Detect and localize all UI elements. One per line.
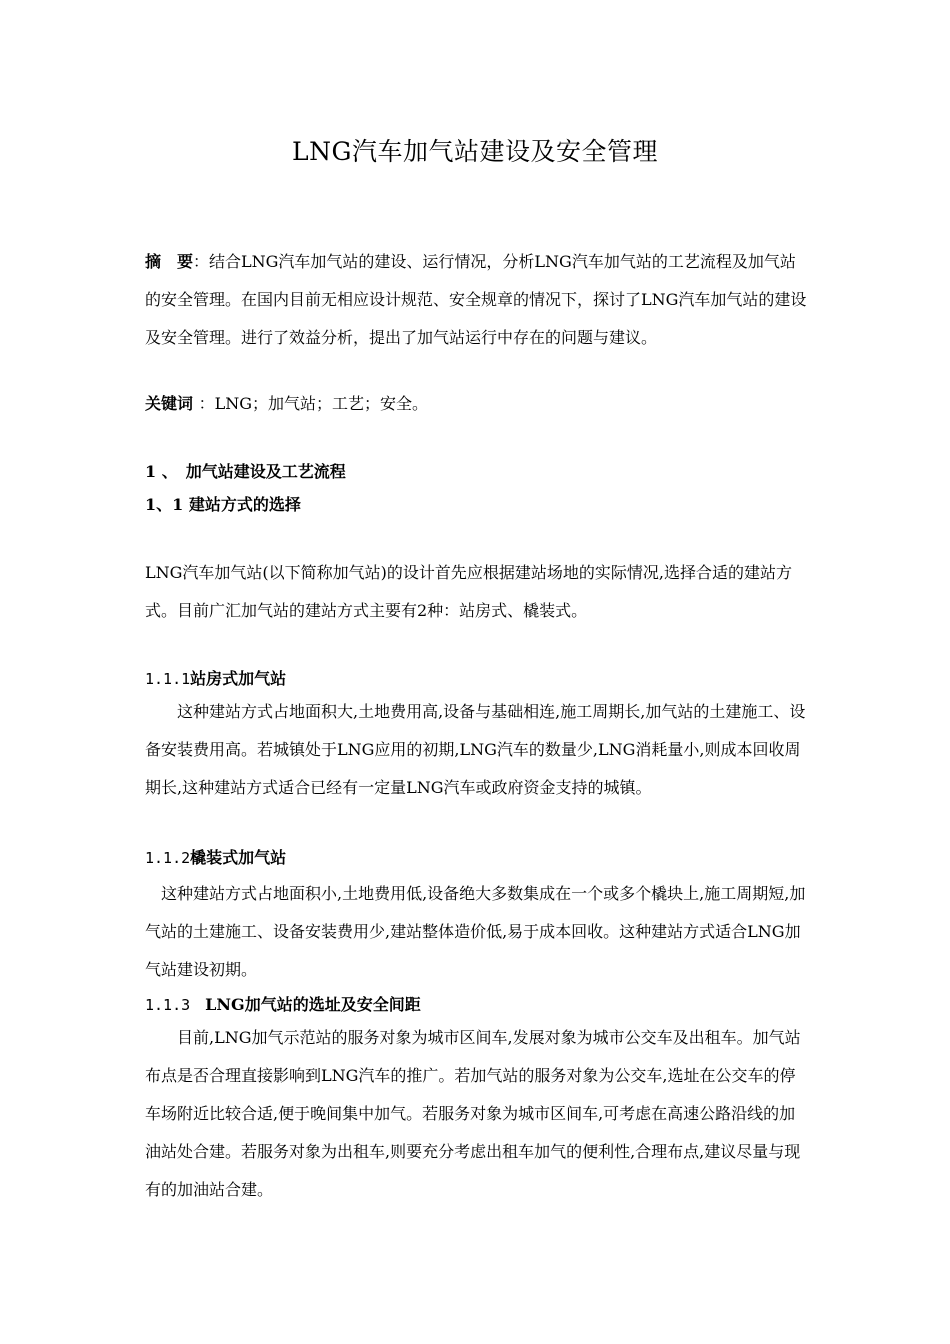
section-1-1-2-heading [145,846,286,870]
abstract-text: ：结合LNG汽车加气站的建设、运行情况，分析LNG汽车加气站的工艺流程及加气站的安全管理。在国内目前无相应设计规范、安全规章的情况下，探讨了LNG汽车加气站的建设及安全管理。进行了效益分析，提出了加气站运行中存在的问题与建议。 [145,252,807,347]
section-1-1-2-title: 橇装式加气站 [190,848,287,867]
section-1-1-1-heading [145,667,286,691]
keywords-text: ：LNG；加气站；工艺；安全。 [198,394,428,413]
section-1-1-3-heading [145,993,421,1017]
section-1-heading: 1 、 加气站建设及工艺流程 [145,462,346,481]
section-1-1-3-title: LNG加气站的选址及安全间距 [205,995,421,1014]
section-1-1-3-paragraph: 目前,LNG加气示范站的服务对象为城市区间车,发展对象为城市公交车及出租车。加气站布点是否合理直接影响到LNG汽车的推广。若加气站的服务对象为公交车,选址在公交车的停车场附近比较合适,便于晚间集中加气。若服务对象为城市区间车,可考虑在高速公路沿线的加油站处合建。若服务对象为出租车,则要充分考虑出租车加气的便利性,合理布点,建议尽量与现有的加油站合建。 [145,1028,801,1199]
section-1-1-1-title: 站房式加气站 [190,669,287,688]
keywords-label: 关键词 [145,394,199,413]
page-title: LNG汽车加气站建设及安全管理 [292,137,658,166]
section-1-1-2-number: 1.1.2 [145,849,191,867]
section-1-1-2-paragraph: 这种建站方式占地面积小,土地费用低,设备绝大多数集成在一个或多个橇块上,施工周期短,加气站的土建施工、设备安装费用少,建站整体造价低,易于成本回收。这种建站方式适合LNG加气站建设初期。 [145,884,806,979]
abstract-paragraph [145,243,810,357]
section-1-1-1-number: 1.1.1 [145,670,191,688]
keywords-paragraph [145,385,810,423]
section-1-1-paragraph: LNG汽车加气站(以下简称加气站)的设计首先应根据建站场地的实际情况,选择合适的建站方式。目前广汇加气站的建站方式主要有2种：站房式、橇装式。 [145,563,792,620]
section-1-1-1-paragraph: 这种建站方式占地面积大,土地费用高,设备与基础相连,施工周期长,加气站的土建施工、设备安装费用高。若城镇处于LNG应用的初期,LNG汽车的数量少,LNG消耗量小,则成本回收周期长,这种建站方式适合已经有一定量LNG汽车或政府资金支持的城镇。 [145,702,806,797]
abstract-label: 摘 要 [145,252,194,271]
section-1-1-3-number: 1.1.3 [145,996,206,1014]
section-1-1-heading: 1、1 建站方式的选择 [145,495,301,514]
